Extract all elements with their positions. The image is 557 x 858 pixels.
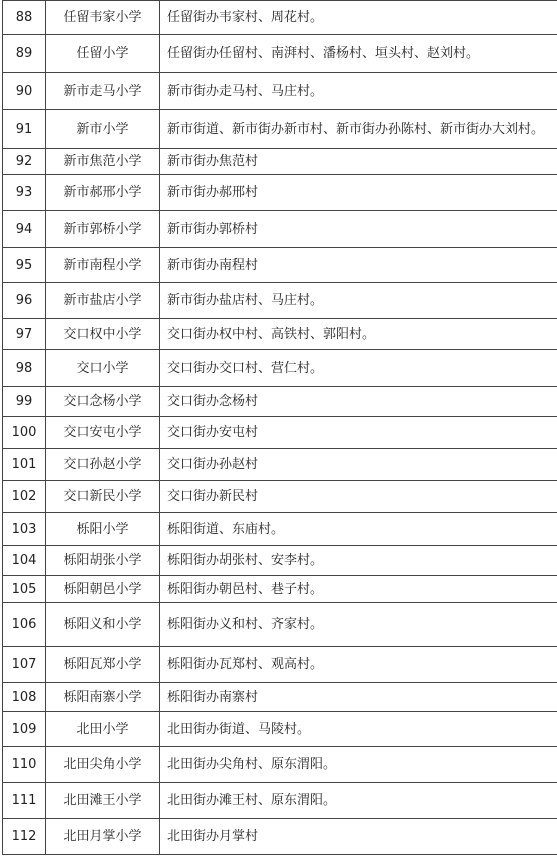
school-name-cell: 新市焦范小学 (46, 149, 160, 175)
service-area-cell: 栎阳街办朝邑村、巷子村。 (160, 576, 557, 603)
row-number-cell: 109 (3, 712, 46, 747)
school-name-cell: 交口孙赵小学 (46, 449, 160, 481)
row-number-cell: 95 (3, 248, 46, 283)
row-number-cell: 99 (3, 387, 46, 417)
service-area-cell: 新市街办盐店村、马庄村。 (160, 283, 557, 319)
school-name-cell: 栎阳瓦郑小学 (46, 647, 160, 683)
service-area-cell: 栎阳街办瓦郑村、观高村。 (160, 647, 557, 683)
service-area-cell: 新市街办焦范村 (160, 149, 557, 175)
table-row (3, 319, 557, 350)
row-number-cell: 101 (3, 449, 46, 481)
table-row (3, 149, 557, 175)
school-name-cell: 交口念杨小学 (46, 387, 160, 417)
school-name-cell: 栎阳朝邑小学 (46, 576, 160, 603)
service-area-cell: 北田街办月掌村 (160, 819, 557, 855)
table-row (3, 350, 557, 387)
row-number-cell: 107 (3, 647, 46, 683)
school-name-cell: 任留小学 (46, 35, 160, 73)
service-area-cell: 北田街办滩王村、原东渭阳。 (160, 783, 557, 819)
service-area-cell: 新市街道、新市街办新市村、新市街办孙陈村、新市街办大刘村。 (160, 110, 557, 149)
table-body (3, 1, 557, 855)
school-name-cell: 北田月掌小学 (46, 819, 160, 855)
document-page (2, 0, 555, 855)
row-number-cell: 100 (3, 417, 46, 449)
service-area-cell: 交口街办孙赵村 (160, 449, 557, 481)
row-number-cell: 91 (3, 110, 46, 149)
school-name-cell: 任留韦家小学 (46, 1, 160, 35)
school-district-table (2, 0, 557, 855)
school-name-cell: 新市小学 (46, 110, 160, 149)
table-row (3, 819, 557, 855)
table-row (3, 449, 557, 481)
school-name-cell: 北田小学 (46, 712, 160, 747)
row-number-cell: 93 (3, 175, 46, 211)
table-row (3, 417, 557, 449)
table-row (3, 175, 557, 211)
school-name-cell: 新市走马小学 (46, 73, 160, 110)
service-area-cell: 交口街办新民村 (160, 481, 557, 513)
row-number-cell: 105 (3, 576, 46, 603)
school-name-cell: 新市郝邢小学 (46, 175, 160, 211)
school-name-cell: 新市盐店小学 (46, 283, 160, 319)
table-row (3, 603, 557, 647)
service-area-cell: 新市街办郝邢村 (160, 175, 557, 211)
service-area-cell: 任留街办任留村、南湃村、潘杨村、垣头村、赵刘村。 (160, 35, 557, 73)
school-name-cell: 栎阳小学 (46, 513, 160, 546)
row-number-cell: 92 (3, 149, 46, 175)
table-row (3, 647, 557, 683)
row-number-cell: 106 (3, 603, 46, 647)
row-number-cell: 98 (3, 350, 46, 387)
row-number-cell: 103 (3, 513, 46, 546)
service-area-cell: 交口街办念杨村 (160, 387, 557, 417)
service-area-cell: 交口街办安屯村 (160, 417, 557, 449)
row-number-cell: 97 (3, 319, 46, 350)
table-row (3, 35, 557, 73)
school-name-cell: 交口新民小学 (46, 481, 160, 513)
table-row (3, 211, 557, 248)
service-area-cell: 栎阳街办义和村、齐家村。 (160, 603, 557, 647)
service-area-cell: 北田街办尖角村、原东渭阳。 (160, 747, 557, 783)
row-number-cell: 94 (3, 211, 46, 248)
school-name-cell: 交口安屯小学 (46, 417, 160, 449)
table-row (3, 747, 557, 783)
table-row (3, 712, 557, 747)
school-name-cell: 栎阳胡张小学 (46, 546, 160, 576)
service-area-cell: 新市街办走马村、马庄村。 (160, 73, 557, 110)
row-number-cell: 90 (3, 73, 46, 110)
table-row (3, 546, 557, 576)
service-area-cell: 栎阳街办胡张村、安李村。 (160, 546, 557, 576)
table-row (3, 783, 557, 819)
service-area-cell: 栎阳街办南寨村 (160, 683, 557, 712)
table-row (3, 73, 557, 110)
service-area-cell: 交口街办交口村、营仁村。 (160, 350, 557, 387)
table-row (3, 513, 557, 546)
service-area-cell: 新市街办郭桥村 (160, 211, 557, 248)
school-name-cell: 栎阳义和小学 (46, 603, 160, 647)
table-row (3, 481, 557, 513)
row-number-cell: 110 (3, 747, 46, 783)
school-name-cell: 新市南程小学 (46, 248, 160, 283)
school-name-cell: 北田滩王小学 (46, 783, 160, 819)
table-row (3, 110, 557, 149)
service-area-cell: 栎阳街道、东庙村。 (160, 513, 557, 546)
service-area-cell: 任留街办韦家村、周花村。 (160, 1, 557, 35)
row-number-cell: 111 (3, 783, 46, 819)
row-number-cell: 112 (3, 819, 46, 855)
table-row (3, 248, 557, 283)
row-number-cell: 88 (3, 1, 46, 35)
table-row (3, 576, 557, 603)
row-number-cell: 108 (3, 683, 46, 712)
service-area-cell: 交口街办权中村、高铁村、郭阳村。 (160, 319, 557, 350)
service-area-cell: 北田街办街道、马陵村。 (160, 712, 557, 747)
school-name-cell: 交口小学 (46, 350, 160, 387)
table-row (3, 1, 557, 35)
row-number-cell: 96 (3, 283, 46, 319)
row-number-cell: 102 (3, 481, 46, 513)
row-number-cell: 104 (3, 546, 46, 576)
table-row (3, 387, 557, 417)
school-name-cell: 栎阳南寨小学 (46, 683, 160, 712)
table-row (3, 283, 557, 319)
school-name-cell: 北田尖角小学 (46, 747, 160, 783)
school-name-cell: 新市郭桥小学 (46, 211, 160, 248)
service-area-cell: 新市街办南程村 (160, 248, 557, 283)
row-number-cell: 89 (3, 35, 46, 73)
school-name-cell: 交口权中小学 (46, 319, 160, 350)
table-row (3, 683, 557, 712)
